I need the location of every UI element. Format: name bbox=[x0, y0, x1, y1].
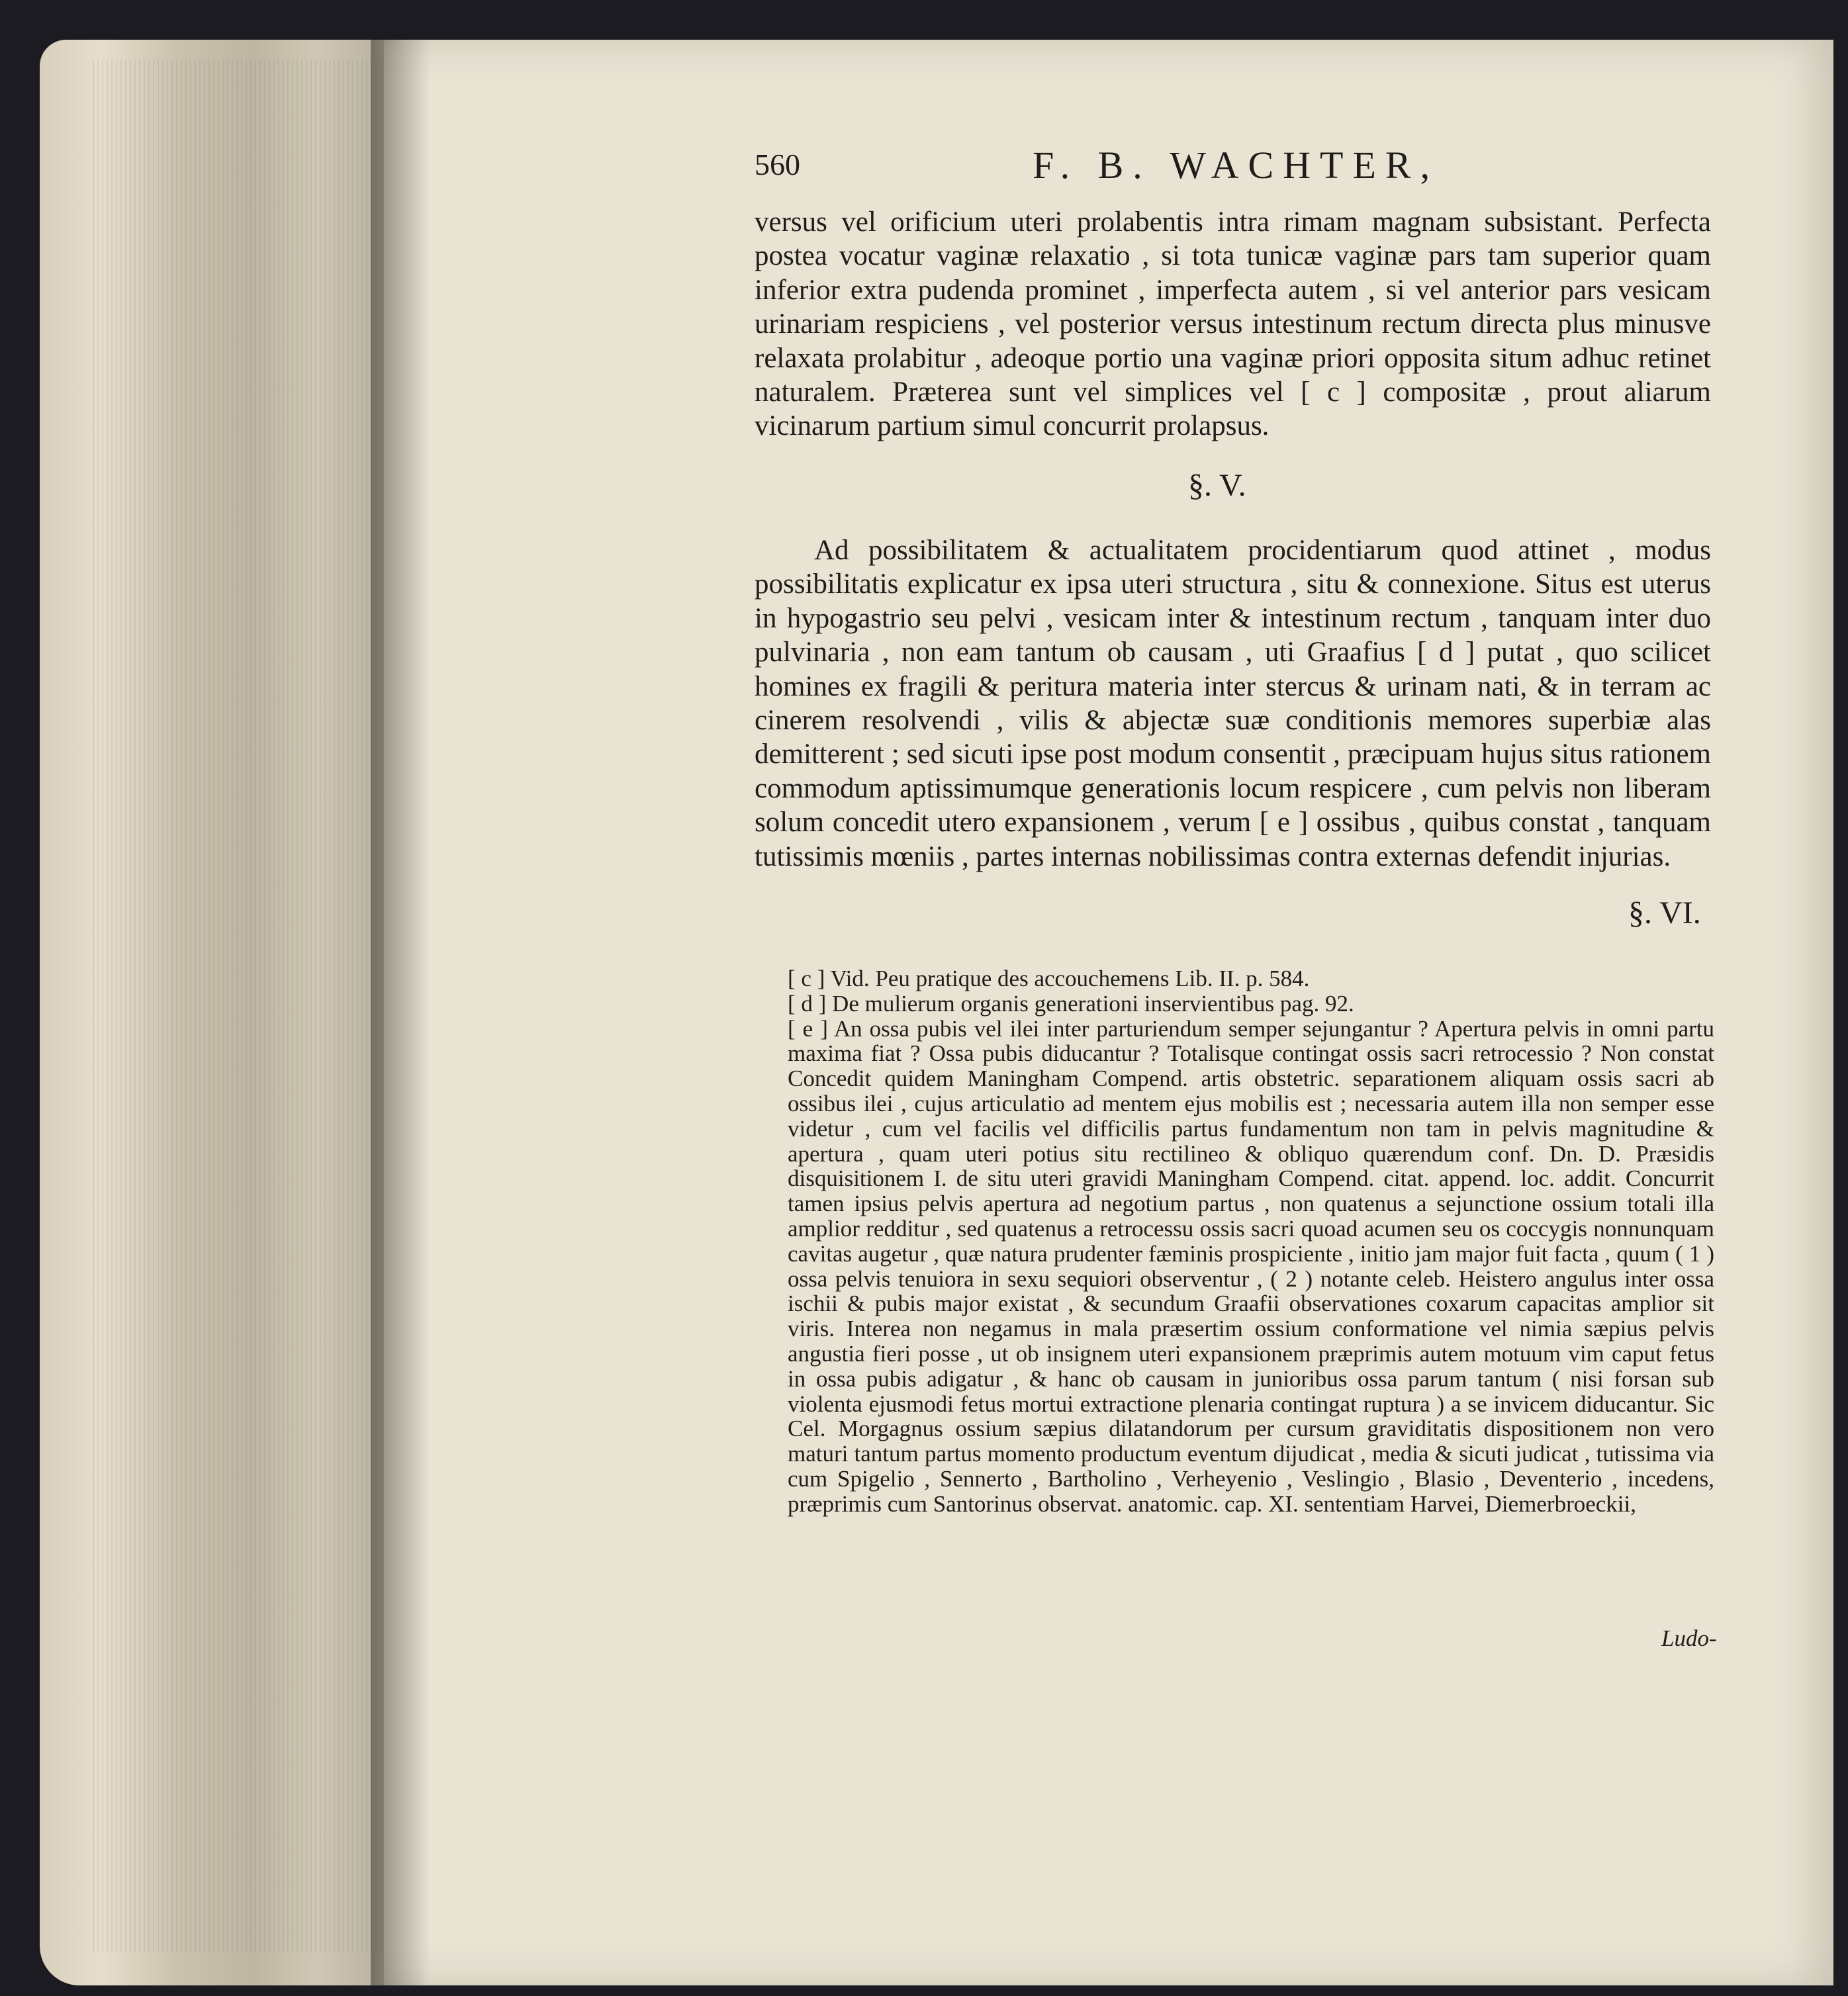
running-head-title: F. B. WACHTER, bbox=[1033, 144, 1440, 187]
paragraph-continued: versus vel orificium uteri prolabentis intra rimam magnam subsistant. Perfecta postea vocatur vaginæ relaxatio , si tota tunicæ vaginæ pars tam superior quam inferior extra pudenda prominet , imperfecta autem , si vel anterior pars vesicam urinariam respiciens , vel posterior versus intestinum rectum directa plus minusve relaxata prolabitur , adeoque portio una vaginæ priori opposita situm adhuc retinet naturalem. Præterea sunt vel simplices vel [ c ] compositæ , prout aliarum vicinarum partium simul concurrit prolapsus. bbox=[755, 206, 1711, 442]
running-head bbox=[755, 144, 1747, 200]
footnote-c: [ c ] Vid. Peu pratique des accouchemens Lib. II. p. 584. bbox=[788, 966, 1310, 991]
section-heading-v: §. V. bbox=[1188, 468, 1246, 503]
catchword: Ludo- bbox=[1661, 1625, 1717, 1651]
footnotes bbox=[788, 966, 1714, 1517]
section-heading-vi: §. VI. bbox=[1628, 895, 1701, 930]
page-stack-texture bbox=[93, 60, 384, 1952]
gutter-shadow bbox=[371, 40, 430, 1985]
paragraph-section-v: Ad possibilitatem & actualitatem procidentiarum quod attinet , modus possibilitatis explicatur ex ipsa uteri structura , situ & connexione. Situs est uterus in hypogastrio seu pelvi , vesicam inter & intestinum rectum , tanquam inter duo pulvinaria , non eam tantum ob causam , uti Graafius [ d ] putat , quo scilicet homines ex fragili & peritura materia inter stercus & urinam nati, & in terram ac cinerem resolvendi , vilis & abjectæ suæ conditionis memores superbiæ alas demitterent ; sed sicuti ipse post modum consentit , præcipuam hujus situs rationem commodum aptissimumque generationis locum respicere , cum pelvis non liberam solum concedit utero expansionem , verum [ e ] ossibus , quibus constat , tanquam tutissimis mœniis , partes internas nobilissimas contra externas defendit injurias. bbox=[755, 535, 1711, 872]
footnote-d: [ d ] De mulierum organis generationi inservientibus pag. 92. bbox=[788, 990, 1354, 1017]
page-number: 560 bbox=[755, 148, 800, 181]
footnote-e: [ e ] An ossa pubis vel ilei inter parturiendum semper sejungantur ? Apertura pelvis in omni partu maxima fiat ? Ossa pubis diducantur ? Totalisque contingat ossis sacri retrocessio ? Non constat Concedit quidem Maningham Compend. artis obstetric. separationem aliquam ossis sacri ab ossibus ilei , cujus articulatio ad mentem ejus mobilis est ; necessaria autem illa non semper esse videtur , cum vel facilis vel difficilis partus fundamentum non tam in pelvis magnitudine & apertura , quam uteri potius situ rectilineo & obliquo quærendum conf. Dn. D. Præsidis disquisitionem I. de situ uteri gravidi Maningham Compend. citat. append. loc. addit. Concurrit tamen ipsius pelvis apertura ad negotium partus , non quatenus a sejunctione ossium totali illa amplior redditur , sed quatenus a retrocessu ossis sacri quoad acumen seu os coccygis nonnunquam cavitas augetur , quæ natura prudenter fæminis prospiciente , initio jam major fuit facta , quum ( 1 ) ossa pelvis tenuiora in sexu sequiori observentur , ( 2 ) notante celeb. Heistero angulus inter ossa ischii & pubis major existat , & secundum Graafii observationes coxarum capacitas amplior sit viris. Interea non negamus in mala præsertim ossium conformatione vel nimia sæpius pelvis angustia fieri posse , ut ob insignem uteri expansionem præprimis autem motuum vim caput fetus in ossa pubis adigatur , & hanc ob causam in junioribus ossa parum tantum ( nisi forsan sub violenta ejusmodi fetus mortui extractione plenaria contingat ruptura ) a se invicem diducantur. Sic Cel. Morgagnus ossium sæpius dilatandorum per cursum graviditatis dispositionem non vero maturi tantum partus momento productum eventum dijudicat , media & sicuti judicat , tutissima via cum Spigelio , Sennerto , Bartholino , Verheyenio , Veslingio , Blasio , Deventerio , incedens, præprimis cum Santorinus observat. anatomic. cap. XI. sententiam Harvei, Diemerbroeckii, bbox=[788, 1015, 1714, 1517]
